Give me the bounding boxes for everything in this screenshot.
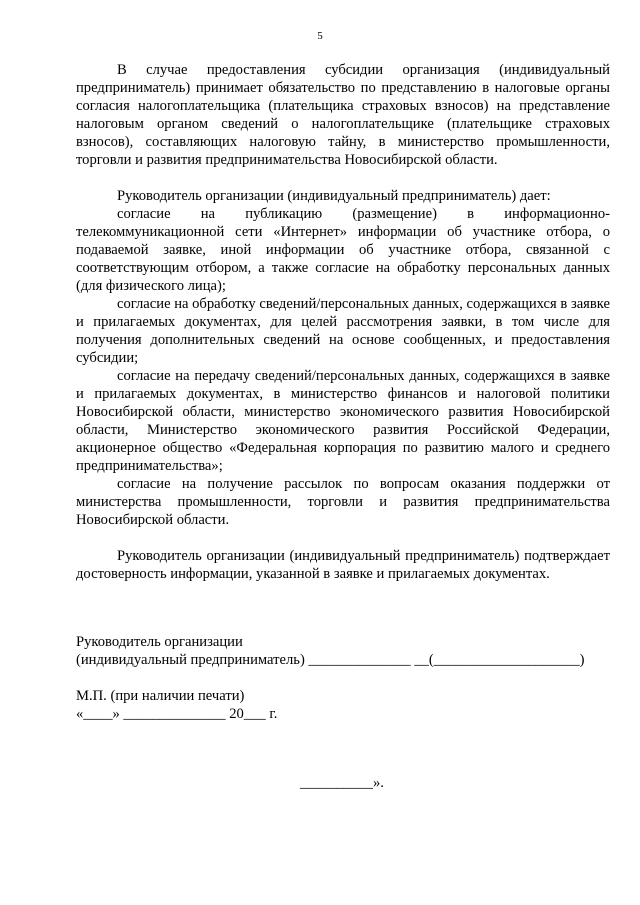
- paragraph-confirmation: Руководитель организации (индивидуальный предприниматель) подтверждает достоверность информации, указанной в заявке и прилагаемых документах.: [76, 548, 610, 582]
- paragraph-subsidy-obligation: В случае предоставления субсидии организация (индивидуальный предприниматель) принимает обязательство по представлению в налоговые органы согласия налогоплательщика (плательщика страховых взносов) на представление налоговым органом сведений о налогоплательщике (плательщике страховых взносов), составляющих налоговую тайну, в министерство промышленности, торговли и развития предпринимательства Новосибирской области.: [76, 62, 610, 168]
- stamp-note: М.П. (при наличии печати): [76, 688, 245, 704]
- paragraph-consent-intro: Руководитель организации (индивидуальный предприниматель) дает:: [117, 188, 551, 204]
- page-number: 5: [317, 30, 323, 42]
- signature-label-line2: (индивидуальный предприниматель) ______________ __(____________________): [76, 652, 585, 668]
- consent-item-mailings: согласие на получение рассылок по вопросам оказания поддержки от министерства промышленности, торговли и развития предпринимательства Новосибирской области.: [76, 476, 610, 528]
- date-line: «____» ______________ 20___ г.: [76, 706, 278, 722]
- consent-item-transfer: согласие на передачу сведений/персональных данных, содержащихся в заявке и прилагаемых документах, в министерство финансов и налоговой политики Новосибирской области, министерство экономического развития Новосибирской области, Министерство экономического развития Российской Федерации, акционерное общество «Федеральная корпорация по развитию малого и среднего предпринимательства»;: [76, 368, 610, 474]
- closing-mark: __________».: [300, 775, 384, 791]
- consent-item-processing: согласие на обработку сведений/персональных данных, содержащихся в заявке и прилагаемых документах, для целей рассмотрения заявки, в том числе для получения дополнительных сведений на основе сообщенных, и предоставления субсидии;: [76, 296, 610, 366]
- spacer: [76, 529, 610, 547]
- consent-item-publication: согласие на публикацию (размещение) в информационно-телекоммуникационной сети «Интернет» информации об участнике отбора, о подаваемой заявке, иной информации об участнике отбора, связанной с соответствующим отбором, а также согласие на обработку персональных данных (для физического лица);: [76, 206, 610, 294]
- signature-label-line1: Руководитель организации: [76, 634, 243, 650]
- signature-block: [76, 633, 616, 669]
- document-body: [76, 61, 610, 583]
- stamp-date-block: [76, 687, 616, 723]
- spacer: [76, 169, 610, 187]
